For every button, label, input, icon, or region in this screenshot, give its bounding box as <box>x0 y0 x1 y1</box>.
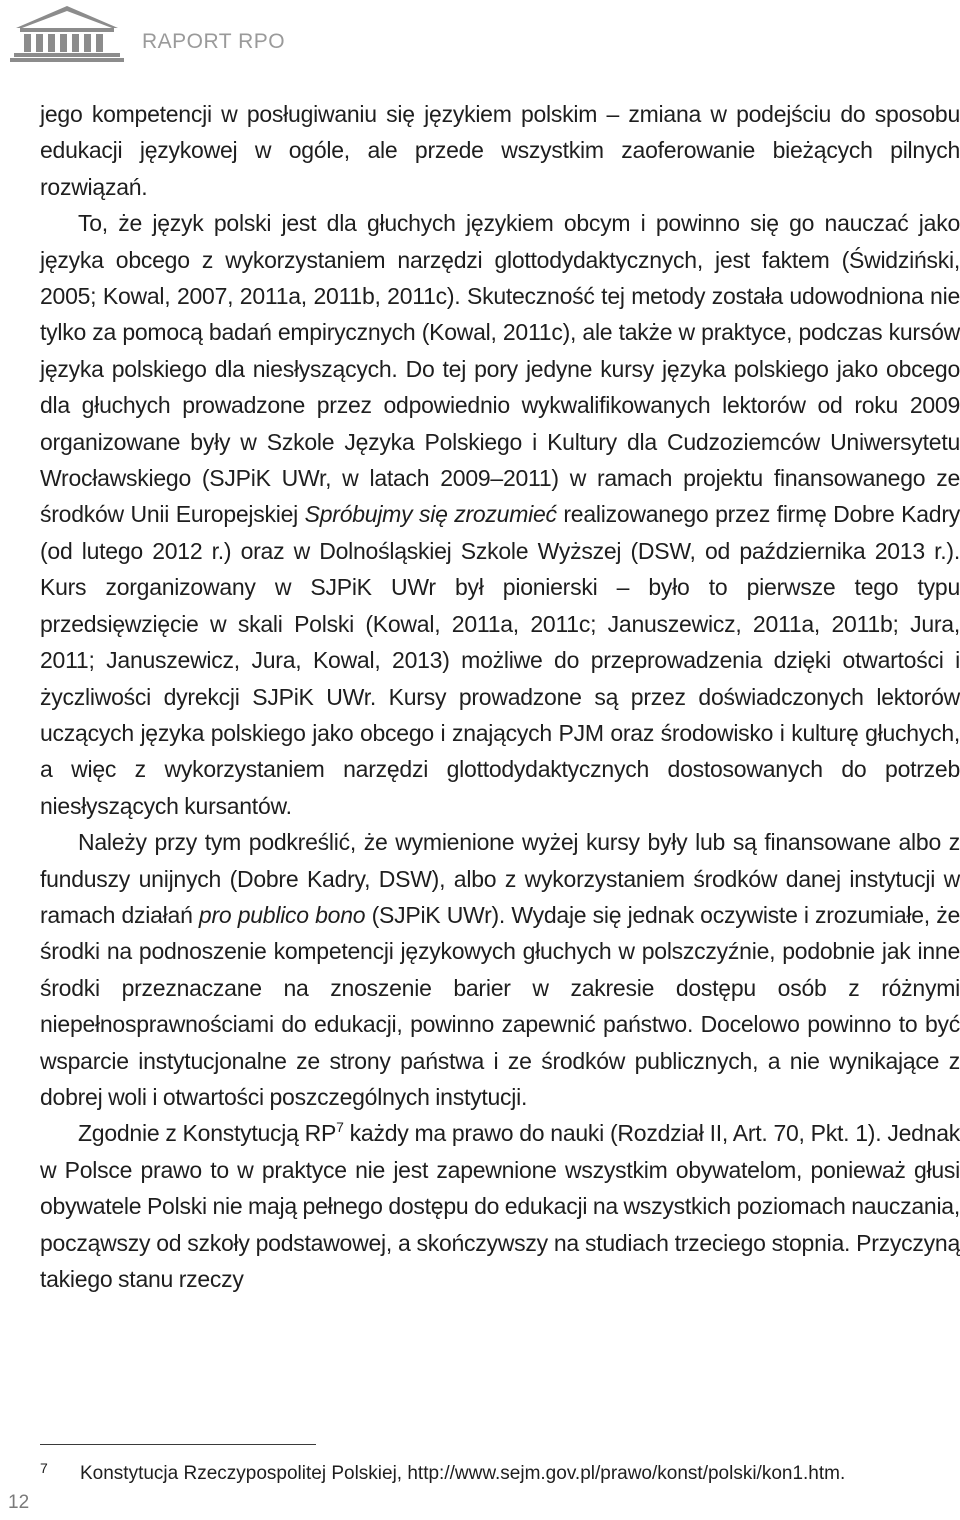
italic-text: Spróbujmy się zrozumieć <box>304 501 557 528</box>
page-header <box>0 0 960 72</box>
footnote <box>40 1455 960 1487</box>
paragraph <box>40 205 960 824</box>
paragraph-text: każdy ma prawo do nauki (Rozdział II, Art. 70, Pkt. 1). Jednak w Polsce prawo to w praktyce nie jest zapewnione wszystkim obywatelom, ponieważ głusi obywatele Polski nie mają pełnego dostępu do edukacji na wszystkich poziomach nauczania, począwszy od szkoły podstawowej, a skończywszy na studiach trzeciego stopnia. Przyczyną takiego stanu rzeczy <box>40 1120 960 1292</box>
paragraph <box>40 96 960 205</box>
footnote-reference: 7 <box>336 1119 344 1136</box>
paragraph-text: jego kompetencji w posługiwaniu się językiem polskim – zmiana w podejściu do sposobu edukacji językowej w ogóle, ale przede wszystkim zaoferowanie bieżących pilnych rozwiązań. <box>40 101 960 200</box>
paragraph-text: (SJPiK UWr). Wydaje się jednak oczywiste i zrozumiałe, że środki na podnoszenie kompetencji językowych głuchych w polszczyźnie, podobnie jak inne środki przeznaczane na znoszenie barier w zakresie dostępu osób z różnymi niepełnosprawnościami do edukacji, powinno zapewnić państwo. Docelowo powinno to być wsparcie instytucjonalne ze strony państwa i ze środków publicznych, a nie wynikające z dobrej woli i otwartości poszczególnych instytucji. <box>40 901 960 1110</box>
rpo-building-logo-icon <box>8 4 126 62</box>
italic-text: pro publico bono <box>198 901 366 928</box>
footnote-divider <box>40 1444 316 1445</box>
paragraph-text: Należy przy tym podkreślić, że wymienione wyżej kursy były lub są finansowane albo z funduszy unijnych (Dobre Kadry, DSW), albo z wykorzystaniem środków danej instytucji w ramach działań <box>40 829 960 928</box>
paragraph <box>40 824 960 1115</box>
footnote-text: Konstytucja Rzeczypospolitej Polskiej, http://www.sejm.gov.pl/prawo/konst/polski/kon1.htm. <box>80 1463 846 1484</box>
paragraph-text: Zgodnie z Konstytucją RP <box>78 1120 337 1147</box>
body-text <box>40 96 960 1297</box>
header-title: RAPORT RPO <box>142 30 286 53</box>
footnote-number: 7 <box>40 1460 48 1476</box>
page-number: 12 <box>8 1492 30 1513</box>
paragraph-text: To, że język polski jest dla głuchych językiem obcym i powinno się go nauczać jako języka obcego z wykorzystaniem narzędzi glottodydaktycznych, jest faktem (Świdziński, 2005; Kowal, 2007, 2011a, 2011b, 2011c). Skuteczność tej metody została udowodniona nie tylko za pomocą badań empirycznych (Kowal, 2011c), ale także w praktyce, podczas kursów języka polskiego dla niesłyszących. Do tej pory jedyne kursy języka polskiego jako obcego dla głuchych prowadzone przez odpowiednio wykwalifikowanych lektorów od roku 2009 organizowane były w Szkole Języka Polskiego i Kultury dla Cudzoziemców Uniwersytetu Wrocławskiego (SJPiK UWr, w latach 2009–2011) w ramach projektu finansowanego ze środków Unii Europejskiej <box>40 210 960 528</box>
paragraph-text: realizowanego przez firmę Dobre Kadry (od lutego 2012 r.) oraz w Dolnośląskiej Szkole Wyższej (DSW, od października 2013 r.). Kurs zorganizowany w SJPiK UWr był pionierski – było to pierwsze tego typu przedsięwzięcie w skali Polski (Kowal, 2011a, 2011c; Januszewicz, 2011a, 2011b; Jura, 2011; Januszewicz, Jura, Kowal, 2013) możliwe do przeprowadzenia dzięki otwartości i życzliwości dyrekcji SJPiK UWr. Kursy prowadzone są przez doświadczonych lektorów uczących języka polskiego jako obcego i znających PJM oraz środowisko i kulturę głuchych, a więc z wykorzystaniem narzędzi glottodydaktycznych dostosowanych do potrzeb niesłyszących kursantów. <box>40 501 960 819</box>
paragraph <box>40 1115 960 1297</box>
